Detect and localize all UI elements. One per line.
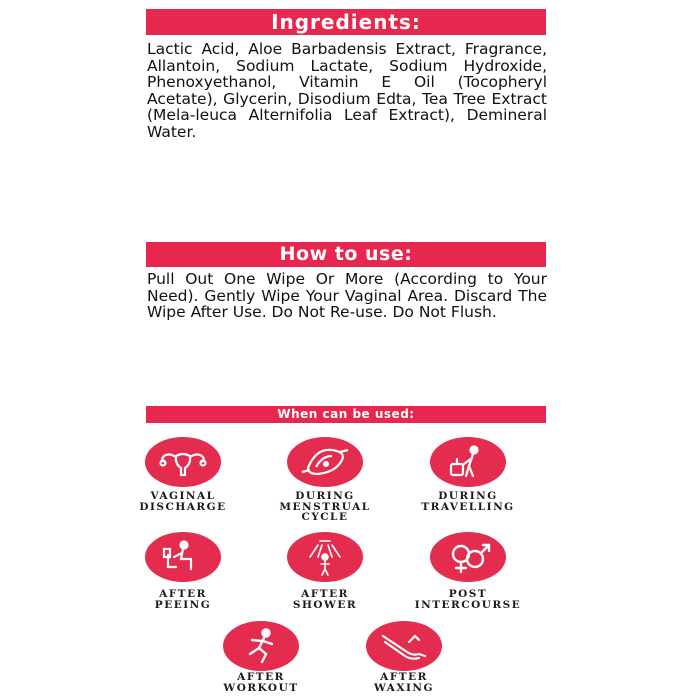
runner-icon <box>223 621 299 671</box>
caption-after-shower: AFTER SHOWER <box>292 588 358 611</box>
when-can-be-used-heading: When can be used: <box>146 406 546 423</box>
uterus-icon <box>145 437 221 487</box>
caption-after-peeing: AFTER PEEING <box>154 588 212 611</box>
how-to-use-heading: How to use: <box>146 242 546 267</box>
caption-after-waxing: AFTER WAXING <box>374 671 434 694</box>
caption-during-travelling: DURING TRAVELLING <box>421 490 515 513</box>
gender-symbols-icon <box>430 532 506 582</box>
traveller-luggage-icon <box>430 437 506 487</box>
shower-icon <box>287 532 363 582</box>
waxing-leg-icon <box>366 621 442 671</box>
caption-menstrual-cycle: DURING MENSTRUAL CYCLE <box>279 490 371 523</box>
sanitary-pad-icon <box>287 437 363 487</box>
how-to-use-text: Pull Out One Wipe Or More (According to Your Need). Gently Wipe Your Vaginal Area. Discard The Wipe After Use. Do Not Re-use. Do Not Flush. <box>147 270 547 322</box>
caption-after-workout: AFTER WORKOUT <box>223 671 299 694</box>
caption-vaginal-discharge: VAGINAL DISCHARGE <box>139 490 227 513</box>
ingredients-heading: Ingredients: <box>146 9 546 35</box>
ingredients-text: Lactic Acid, Aloe Barbadensis Extract, Fragrance, Allantoin, Sodium Lactate, Sodium Hydroxide, Phenoxyethanol, Vitamin E Oil (Tocopheryl Acetate), Glycerin, Disodium Edta, Tea Tree Extract (Mela-leuca Alternifolia Leaf Extract), Demineral Water. <box>147 40 547 141</box>
caption-post-intercourse: POST INTERCOURSE <box>414 588 522 611</box>
toilet-icon <box>145 532 221 582</box>
